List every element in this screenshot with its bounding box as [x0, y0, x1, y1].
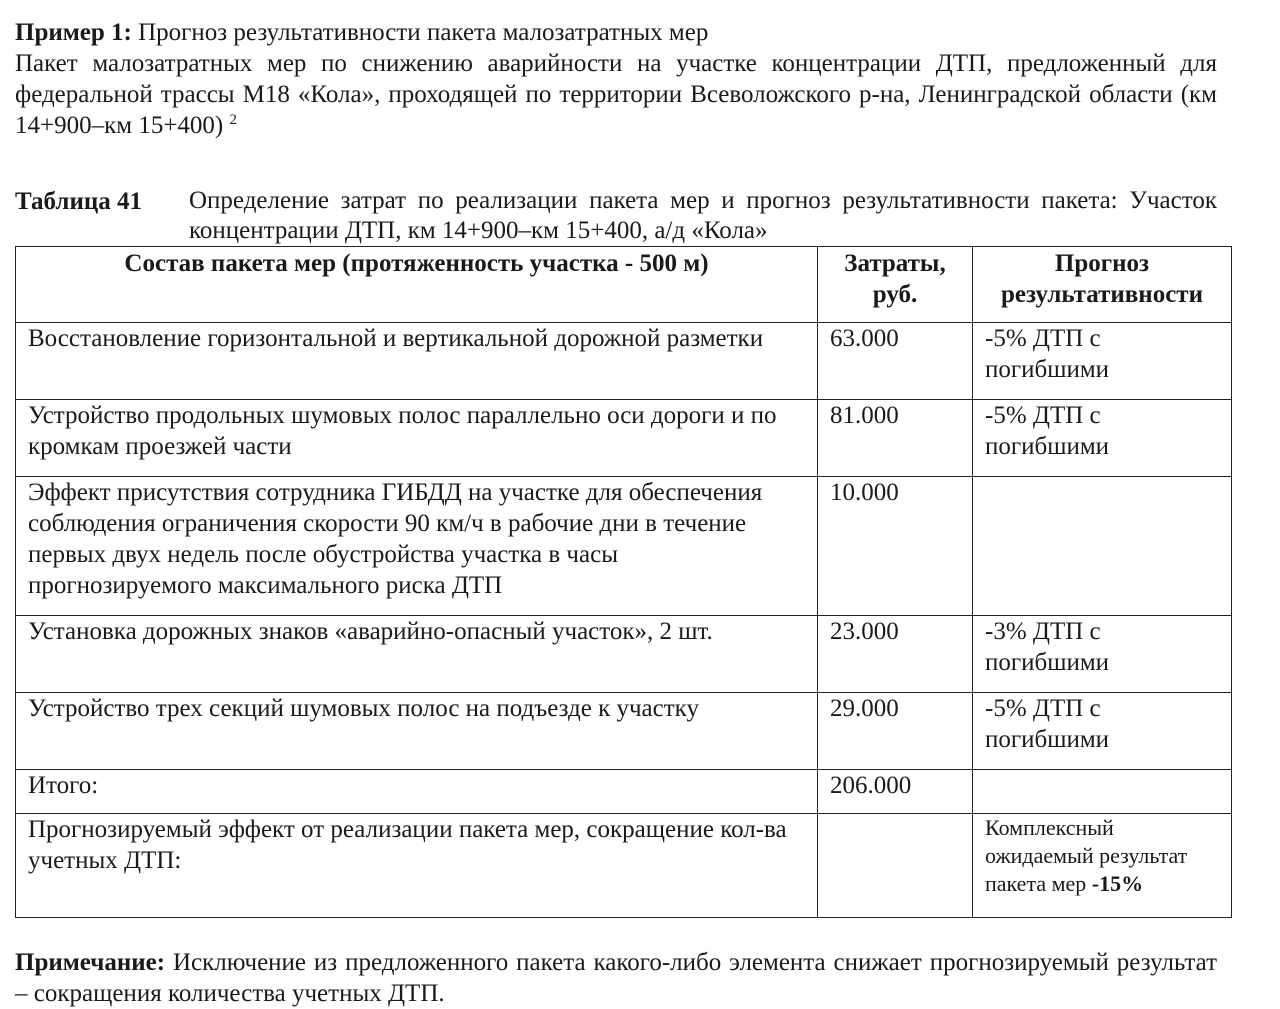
effect-cost-cell [818, 814, 973, 918]
example-description [15, 48, 1217, 141]
total-forecast-cell [973, 770, 1232, 814]
table-row [16, 477, 1232, 616]
forecast-cell [973, 477, 1232, 616]
cost-cell: 63.000 [818, 323, 973, 400]
table-number: Таблица 41 [15, 188, 143, 215]
example-body-text: Пакет малозатратных мер по снижению аварийности на участке концентрации ДТП, предложенный для федеральной трассы М18 «Кола», проходящей по территории Всеволожского р-на, Ленинградской области (км 14+900–км 15+400) [15, 50, 1217, 139]
effect-forecast-cell [973, 814, 1232, 918]
table-row [16, 616, 1232, 693]
forecast-cell: -5% ДТП с погибшими [973, 693, 1232, 770]
table-caption [15, 186, 1217, 246]
table-row [16, 693, 1232, 770]
forecast-cell: -3% ДТП с погибшими [973, 616, 1232, 693]
cost-cell: 81.000 [818, 400, 973, 477]
example-block [15, 17, 1217, 141]
header-forecast: Прогноз результативности [973, 247, 1232, 323]
table-row [16, 400, 1232, 477]
footnote-ref[interactable]: 2 [229, 112, 237, 128]
measure-cell: Эффект присутствия сотрудника ГИБДД на участке для обеспечения соблюдения ограничения скорости 90 км/ч в рабочие дни в течение первых двух недель после обустройства участка в часы прогнозируемого максимального риска ДТП [16, 477, 818, 616]
effect-row [16, 814, 1232, 918]
total-label: Итого: [16, 770, 818, 814]
total-cost: 206.000 [818, 770, 973, 814]
document-page [15, 0, 1217, 1009]
total-row [16, 770, 1232, 814]
measure-cell: Установка дорожных знаков «аварийно-опасный участок», 2 шт. [16, 616, 818, 693]
measures-table [15, 246, 1232, 918]
note-text: Исключение из предложенного пакета какого-либо элемента снижает прогнозируемый результат – сокращения количества учетных ДТП. [15, 949, 1217, 1007]
example-heading [15, 17, 1217, 48]
example-lead: Пример 1: [15, 19, 132, 46]
measure-cell: Устройство продольных шумовых полос параллельно оси дороги и по кромкам проезжей части [16, 400, 818, 477]
cost-cell: 10.000 [818, 477, 973, 616]
table-caption-text: Определение затрат по реализации пакета мер и прогноз результативности пакета: Участок концентрации ДТП, км 14+900–км 15+400, а/д «Кола» [189, 187, 1217, 244]
table-header-row [16, 247, 1232, 323]
note-lead: Примечание: [15, 949, 166, 976]
effect-label: Прогнозируемый эффект от реализации пакета мер, сокращение кол-ва учетных ДТП: [16, 814, 818, 918]
header-measures: Состав пакета мер (протяженность участка - 500 м) [16, 247, 818, 323]
effect-value: -15% [1091, 871, 1144, 896]
forecast-cell: -5% ДТП с погибшими [973, 323, 1232, 400]
header-costs: Затраты, руб. [818, 247, 973, 323]
note-block [15, 947, 1217, 1009]
cost-cell: 23.000 [818, 616, 973, 693]
table-row [16, 323, 1232, 400]
example-title: Прогноз результативности пакета малозатратных мер [131, 19, 709, 46]
forecast-cell: -5% ДТП с погибшими [973, 400, 1232, 477]
measure-cell: Устройство трех секций шумовых полос на подъезде к участку [16, 693, 818, 770]
effect-text: Комплексный ожидаемый результат пакета мер [985, 815, 1188, 896]
measure-cell: Восстановление горизонтальной и вертикальной дорожной разметки [16, 323, 818, 400]
cost-cell: 29.000 [818, 693, 973, 770]
